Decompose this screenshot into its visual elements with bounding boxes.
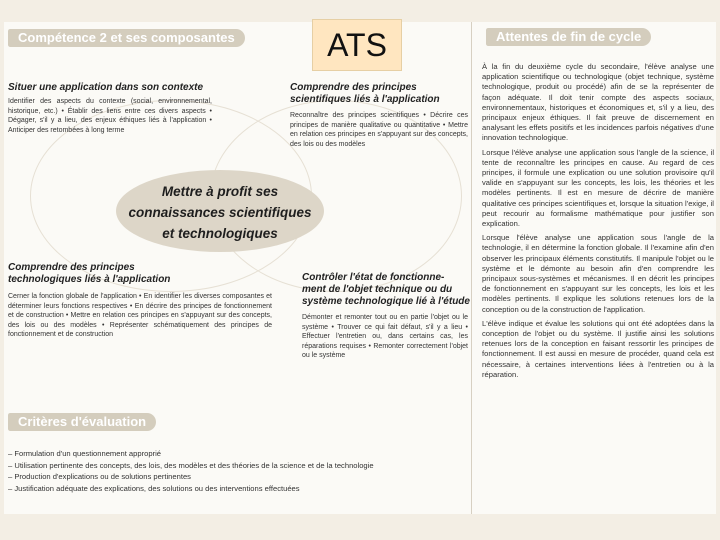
criteria-item: – Justification adéquate des explications, des solutions ou des interventions effectuées bbox=[8, 483, 300, 493]
column-divider bbox=[471, 22, 472, 514]
block-2-text: Reconnaître des principes scientifiques • Décrire ces principes de manière qualitative ou quantitative • Mettre en relation ces principes en s'appuyant sur des concepts, des lois ou des modèles bbox=[290, 112, 468, 148]
block-1-text: Identifier des aspects du contexte (social, environnemental, historique, etc.) • Établir des liens entre ces divers aspects • Dégager, s'il y a lieu, des enjeux éthiques liés à l'application • Anticiper des retombées à long terme bbox=[8, 98, 212, 134]
expectations-paragraph-2: Lorsque l'élève analyse une application sous l'angle de la science, il tente de reconnaître les principes en cause. Au regard de ces principes, il formule une explication ou une solution provisoire qu'il valide en s'appuyant sur les concepts, les lois, les théories et les modèles pertinents. Il est en mesure de décrire de manière qualitative ces principes scientifiques et, lorsque la situation l'exige, il peut recourir au formalisme mathématique pour justifier son explication. bbox=[482, 147, 714, 229]
criteria-item: – Formulation d'un questionnement approprié bbox=[8, 449, 161, 458]
block-4-text: Démonter et remonter tout ou en partie l'objet ou le système • Trouver ce qui fait défaut, s'il y a lieu • Effectuer l'entretien ou, dans certains cas, les réparations requises • Remonter correctement l'objet ou le système bbox=[302, 314, 468, 359]
central-competence-text: Mettre à profit ses connaissances scientifiques et technologiques bbox=[128, 184, 312, 241]
criteria-title: Critères d'évaluation bbox=[8, 413, 156, 431]
block-4-title: Contrôler l'état de fonctionne- ment de l'objet technique ou du système technologique lié à l'étude bbox=[302, 272, 470, 307]
block-2-title: Comprendre des principes scientifiques liés à l'application bbox=[290, 82, 440, 105]
criteria-list bbox=[8, 448, 464, 494]
expectations-body bbox=[482, 62, 714, 384]
block-3-text: Cerner la fonction globale de l'application • En identifier les diverses composantes et déterminer leurs fonctions respectives • En décrire des principes de fonctionnement et de construction • Mettre en relation ces principes en s'appuyant sur des concepts, des lois ou des modèles • Représenter schématiquement des principes de fonctionnement et de construction bbox=[8, 293, 272, 338]
block-3-title: Comprendre des principes technologiques liés à l'application bbox=[8, 262, 171, 285]
ats-label-box: ATS bbox=[312, 19, 402, 71]
competence-title: Compétence 2 et ses composantes bbox=[8, 29, 245, 47]
block-1-title: Situer une application dans son contexte bbox=[8, 82, 204, 93]
expectations-paragraph-1: À la fin du deuxième cycle du secondaire, l'élève analyse une application scientifique ou technologique (objet technique, système technologique, produit ou procédé) afin de se la représenter de façon adéquate. Il doit tenir compte des aspects sociaux, environnementaux, historiques et économiques et, s'il y a lieu, des principaux enjeux éthiques. Il fait preuve de discernement en analysant les effets positifs et les incidences parfois négatives d'une innovation technologique. bbox=[482, 62, 714, 143]
criteria-item: – Production d'explications ou de solutions pertinentes bbox=[8, 472, 191, 482]
expectations-paragraph-3: Lorsque l'élève analyse une application sous l'angle de la technologie, il en détermine la fonction globale. Il l'examine afin d'en observer les principaux éléments constitutifs. Il manipule l'objet ou le système et le démonte au besoin afin d'en comprendre les principaux sous-systèmes et mécanismes. Il en décrit les principes de fonctionnement en s'appuyant sur les concepts, les lois et les modèles pertinents. Il explique les solutions retenues lors de la conception ou de la construction de l'application. bbox=[482, 233, 714, 314]
expectations-paragraph-4: L'élève indique et évalue les solutions qui ont été adoptées dans la conception de l'objet ou du système. Il justifie ainsi les solutions retenues lors de la conception en faisant ressortir les principes de fonctionnement. Il est aussi en mesure de procéder, quand cela est nécessaire, à certaines interventions liées à l'entretien ou à la réparation. bbox=[482, 318, 714, 379]
criteria-item: – Utilisation pertinente des concepts, des lois, des modèles et des théories de la science et de la technologie bbox=[8, 460, 374, 470]
expectations-title: Attentes de fin de cycle bbox=[486, 28, 651, 46]
